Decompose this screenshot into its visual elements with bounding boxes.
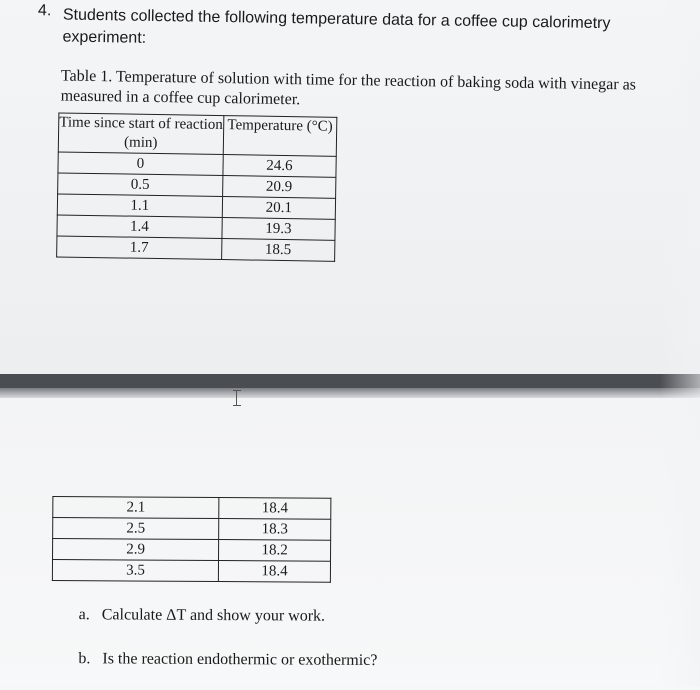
time-cell: 1.7: [57, 236, 222, 260]
temperature-cell: 18.4: [218, 561, 330, 583]
page-divider-shadow: [0, 388, 700, 398]
part-a-text: Calculate ΔT and show your work.: [101, 606, 326, 625]
temperature-cell: 20.9: [222, 176, 336, 199]
temperature-table-part1: [56, 112, 337, 261]
part-a: [79, 605, 326, 627]
temperature-cell: 18.5: [221, 239, 335, 262]
time-cell: 2.1: [53, 497, 219, 519]
part-b-label: b.: [78, 650, 91, 668]
time-cell: 2.5: [53, 518, 219, 540]
temperature-cell: 18.4: [219, 498, 331, 520]
time-cell: 0: [58, 152, 223, 176]
time-cell: 1.4: [57, 215, 222, 239]
header-time: Time since start of reaction (min): [58, 113, 223, 155]
question-text: Students collected the following temperature data for a coffee cup calorimetry experiment:: [62, 6, 611, 47]
header-temperature: Temperature (°C): [223, 116, 337, 157]
temperature-cell: 20.1: [222, 197, 336, 220]
question-number: 4.: [37, 2, 52, 20]
temperature-cell: 24.6: [223, 155, 337, 178]
temperature-table-part2: [52, 496, 332, 583]
table-row: [57, 236, 335, 261]
table-caption: Table 1. Temperature of solution with time for the reaction of baking soda with vinegar as measured in a coffee cup calorimeter.: [60, 67, 637, 109]
temperature-cell: 18.3: [219, 519, 331, 541]
time-cell: 1.1: [57, 194, 222, 218]
table-header-row: [58, 113, 337, 156]
table-row: [53, 539, 331, 562]
time-cell: 0.5: [58, 173, 223, 197]
lower-page-content: [0, 398, 700, 690]
temperature-cell: 19.3: [222, 218, 336, 241]
part-b-text: Is the reaction endothermic or exothermic?: [102, 650, 378, 670]
temperature-cell: 18.2: [219, 540, 331, 562]
table-row: [52, 560, 330, 583]
table-row: [53, 518, 331, 541]
part-a-label: a.: [78, 606, 90, 624]
time-cell: 3.5: [52, 560, 218, 582]
time-cell: 2.9: [53, 539, 219, 561]
table-row: [53, 497, 331, 520]
part-b: [78, 649, 377, 671]
